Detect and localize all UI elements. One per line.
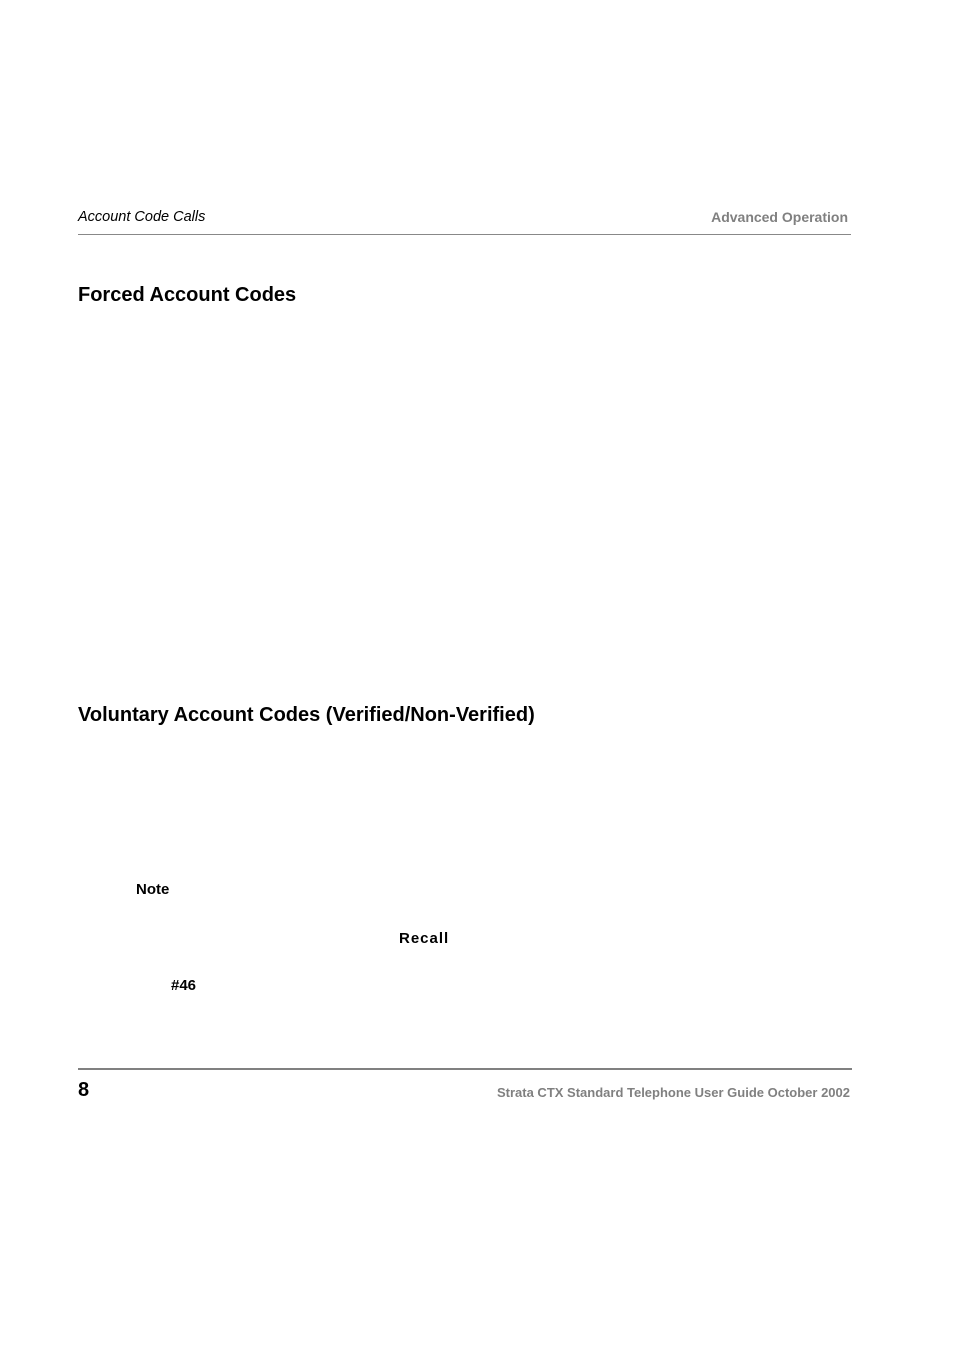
recall-key-label: Recall xyxy=(399,930,450,947)
page-number: 8 xyxy=(78,1079,90,1101)
note-label: Note xyxy=(136,881,170,898)
forced-account-codes-heading: Forced Account Codes xyxy=(78,284,297,306)
running-header-section: Account Code Calls xyxy=(78,209,206,225)
voluntary-account-codes-heading: Voluntary Account Codes (Verified/Non-Verified) xyxy=(78,704,535,726)
footer-divider xyxy=(78,1068,852,1070)
header-divider xyxy=(78,234,851,235)
running-header-chapter: Advanced Operation xyxy=(711,209,848,225)
footer-guide-title: Strata CTX Standard Telephone User Guide October 2002 xyxy=(496,1085,850,1100)
access-code-label: #46 xyxy=(171,977,197,994)
